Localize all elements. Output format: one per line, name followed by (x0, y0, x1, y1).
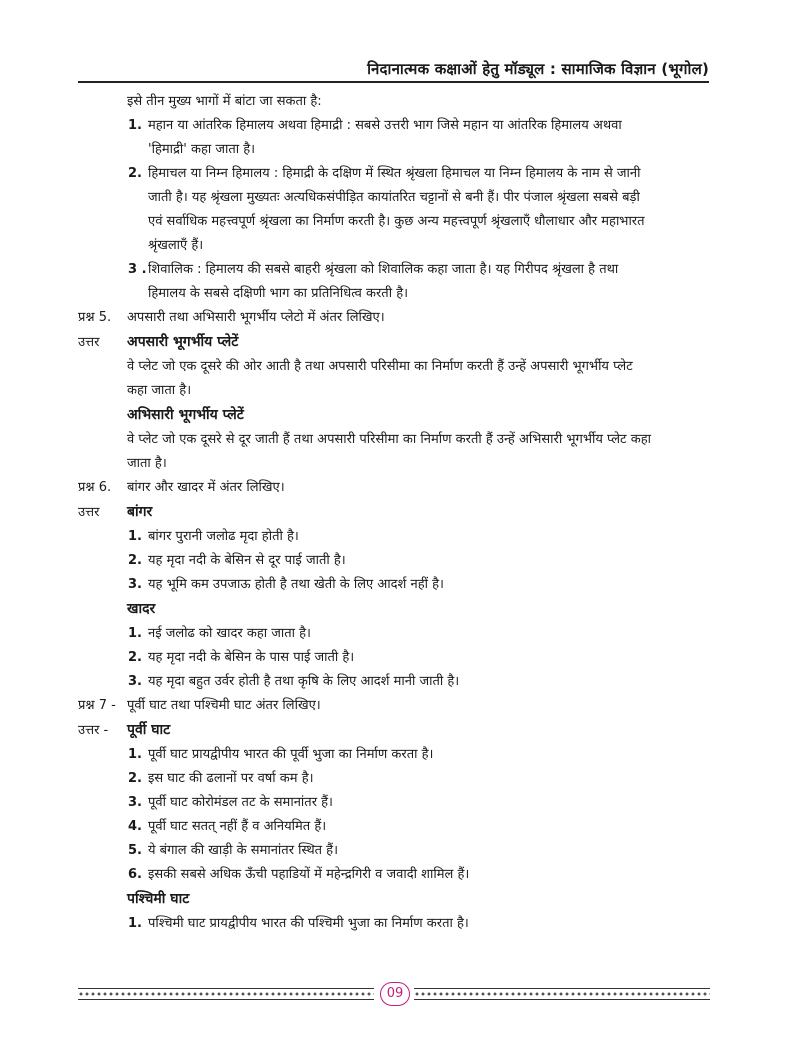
paragraph-line: जाता है। (127, 456, 167, 471)
answer-heading-row (78, 330, 710, 355)
page-header (0, 55, 787, 85)
question-row (78, 476, 710, 500)
answer-label: उत्तर (78, 335, 100, 350)
item-text: यह मृदा नदी के बेसिन से दूर पाई जाती है। (148, 553, 346, 568)
item-number: 1. (128, 626, 142, 641)
intro-text: इसे तीन मुख्य भागों में बांटा जा सकता है: (127, 94, 322, 109)
item-text: इस घाट की ढलानों पर वर्षा कम है। (148, 771, 314, 786)
item-number: 2. (128, 166, 142, 181)
item-line: शिवालिक : हिमालय की सबसे बाहरी श्रृंखला को शिवालिक कहा जाता है। यह गिरीपद श्रृंखला है तथा (148, 262, 619, 277)
list-item (78, 622, 710, 646)
item-line: महान या आंतरिक हिमालय अथवा हिमाद्री : सबसे उत्तरी भाग जिसे महान या आंतरिक हिमालय अथवा (148, 118, 622, 133)
list-item (78, 162, 710, 258)
item-number: 1. (128, 916, 142, 931)
question-row (78, 694, 710, 718)
list-item (78, 670, 710, 694)
item-number: 5. (128, 843, 142, 858)
list-item (78, 743, 710, 767)
section-heading-row (78, 403, 710, 428)
list-item (78, 815, 710, 839)
question-label: प्रश्न 5. (78, 310, 112, 325)
answer-label: उत्तर - (78, 723, 109, 738)
item-number: 3. (128, 795, 142, 810)
list-item (78, 912, 710, 936)
section-heading: बांगर (127, 504, 153, 520)
item-number: 1. (128, 529, 142, 544)
page-content (78, 90, 710, 936)
section-heading: अभिसारी भूगर्भीय प्लेटें (127, 407, 244, 423)
section-heading: पश्चिमी घाट (127, 891, 190, 907)
item-text: बांगर पुरानी जलोढ मृदा होती है। (148, 529, 299, 544)
item-line: श्रृंखलाएँ हैं। (148, 238, 204, 253)
list-item (78, 114, 710, 162)
item-number: 2. (128, 771, 142, 786)
list-item (78, 573, 710, 597)
page-footer (78, 982, 710, 1006)
item-line: एवं सर्वाधिक महत्त्वपूर्ण श्रृंखला का निर्माण करती है। कुछ अन्य महत्त्वपूर्ण श्रृंखलाएँ धौलाधार और महाभारत (148, 214, 645, 229)
item-line: हिमाचल या निम्न हिमालय : हिमाद्री के दक्षिण में स्थित श्रृंखला हिमाचल या निम्न हिमालय के नाम से जानी (148, 166, 641, 181)
section-heading-row (78, 597, 710, 622)
item-text: पश्चिमी घाट प्रायद्वीपीय भारत की पश्चिमी भुजा का निर्माण करता है। (148, 916, 469, 931)
item-text: यह मृदा नदी के बेसिन के पास पाई जाती है। (148, 650, 355, 665)
paragraph-line: वे प्लेट जो एक दूसरे की ओर आती है तथा अपसारी परिसीमा का निर्माण करती हैं उन्हें अपसारी भूगर्भीय प्लेट (127, 359, 633, 374)
question-text: पूर्वी घाट तथा पश्चिमी घाट अंतर लिखिए। (127, 698, 321, 713)
decorative-border-left (78, 988, 374, 1000)
item-text: इसकी सबसे अधिक ऊँची पहाडियों में महेन्द्रगिरी व जवादी शामिल हैं। (148, 867, 470, 882)
item-text: यह मृदा बहुत उर्वर होती है तथा कृषि के लिए आदर्श मानी जाती है। (148, 674, 460, 689)
question-label: प्रश्न 6. (78, 480, 112, 495)
item-text: नई जलोढ को खादर कहा जाता है। (148, 626, 311, 641)
answer-heading-row (78, 500, 710, 525)
list-item (78, 549, 710, 573)
list-item (78, 767, 710, 791)
item-line: हिमालय के सबसे दक्षिणी भाग का प्रतिनिधित्व करती है। (148, 286, 409, 301)
item-number: 2. (128, 650, 142, 665)
answer-heading-row (78, 718, 710, 743)
list-item (78, 863, 710, 887)
decorative-border-right (414, 988, 710, 1000)
item-text: पूर्वी घाट प्रायद्वीपीय भारत की पूर्वी भुजा का निर्माण करता है। (148, 747, 434, 762)
item-line: जाती है। यह श्रृंखला मुख्यतः अत्यधिकसंपीड़ित कायांतरित चट्टानों से बनी हैं। पीर पंजाल श्रृंखला सबसे बड़ी (148, 190, 640, 205)
item-number: 4. (128, 819, 142, 834)
question-text: बांगर और खादर में अंतर लिखिए। (127, 480, 285, 495)
paragraph-line: वे प्लेट जो एक दूसरे से दूर जाती हैं तथा अपसारी परिसीमा का निर्माण करती हैं उन्हें अभिसारी भूगर्भीय प्लेट कहा (127, 432, 651, 447)
list-item (78, 646, 710, 670)
item-number: 6. (128, 867, 142, 882)
paragraph (78, 428, 710, 476)
item-number: 3. (128, 577, 142, 592)
question-row (78, 306, 710, 330)
section-heading: अपसारी भूगर्भीय प्लेटें (127, 334, 239, 350)
list-item (78, 525, 710, 549)
item-text: यह भूमि कम उपजाऊ होती है तथा खेती के लिए आदर्श नहीं है। (148, 577, 444, 592)
list-item (78, 258, 710, 306)
item-text: पूर्वी घाट कोरोमंडल तट के समानांतर हैं। (148, 795, 333, 810)
list-item (78, 791, 710, 815)
item-text: ये बंगाल की खाड़ी के समानांतर स्थित हैं। (148, 843, 338, 858)
section-heading: पूर्वी घाट (127, 722, 171, 738)
answer-label: उत्तर (78, 505, 100, 520)
question-text: अपसारी तथा अभिसारी भूगर्भीय प्लेटो में अंतर लिखिए। (127, 310, 385, 325)
question-label: प्रश्न 7 - (78, 698, 116, 713)
page-number: 09 (380, 982, 410, 1006)
paragraph-line: कहा जाता है। (127, 383, 192, 398)
item-number: 1. (128, 118, 142, 133)
item-number: 3. (128, 674, 142, 689)
section-heading: खादर (127, 601, 156, 617)
item-number: 2. (128, 553, 142, 568)
item-text: पूर्वी घाट सतत् नहीं हैं व अनियमित हैं। (148, 819, 327, 834)
item-number: 3 . (128, 262, 147, 277)
section-heading-row (78, 887, 710, 912)
header-title: निदानात्मक कक्षाओं हेतु मॉड्यूल : सामाजिक विज्ञान (भूगोल) (367, 60, 709, 78)
item-line: 'हिमाद्री' कहा जाता है। (148, 142, 256, 157)
paragraph (78, 355, 710, 403)
header-rule (78, 81, 709, 83)
list-item (78, 839, 710, 863)
item-number: 1. (128, 747, 142, 762)
